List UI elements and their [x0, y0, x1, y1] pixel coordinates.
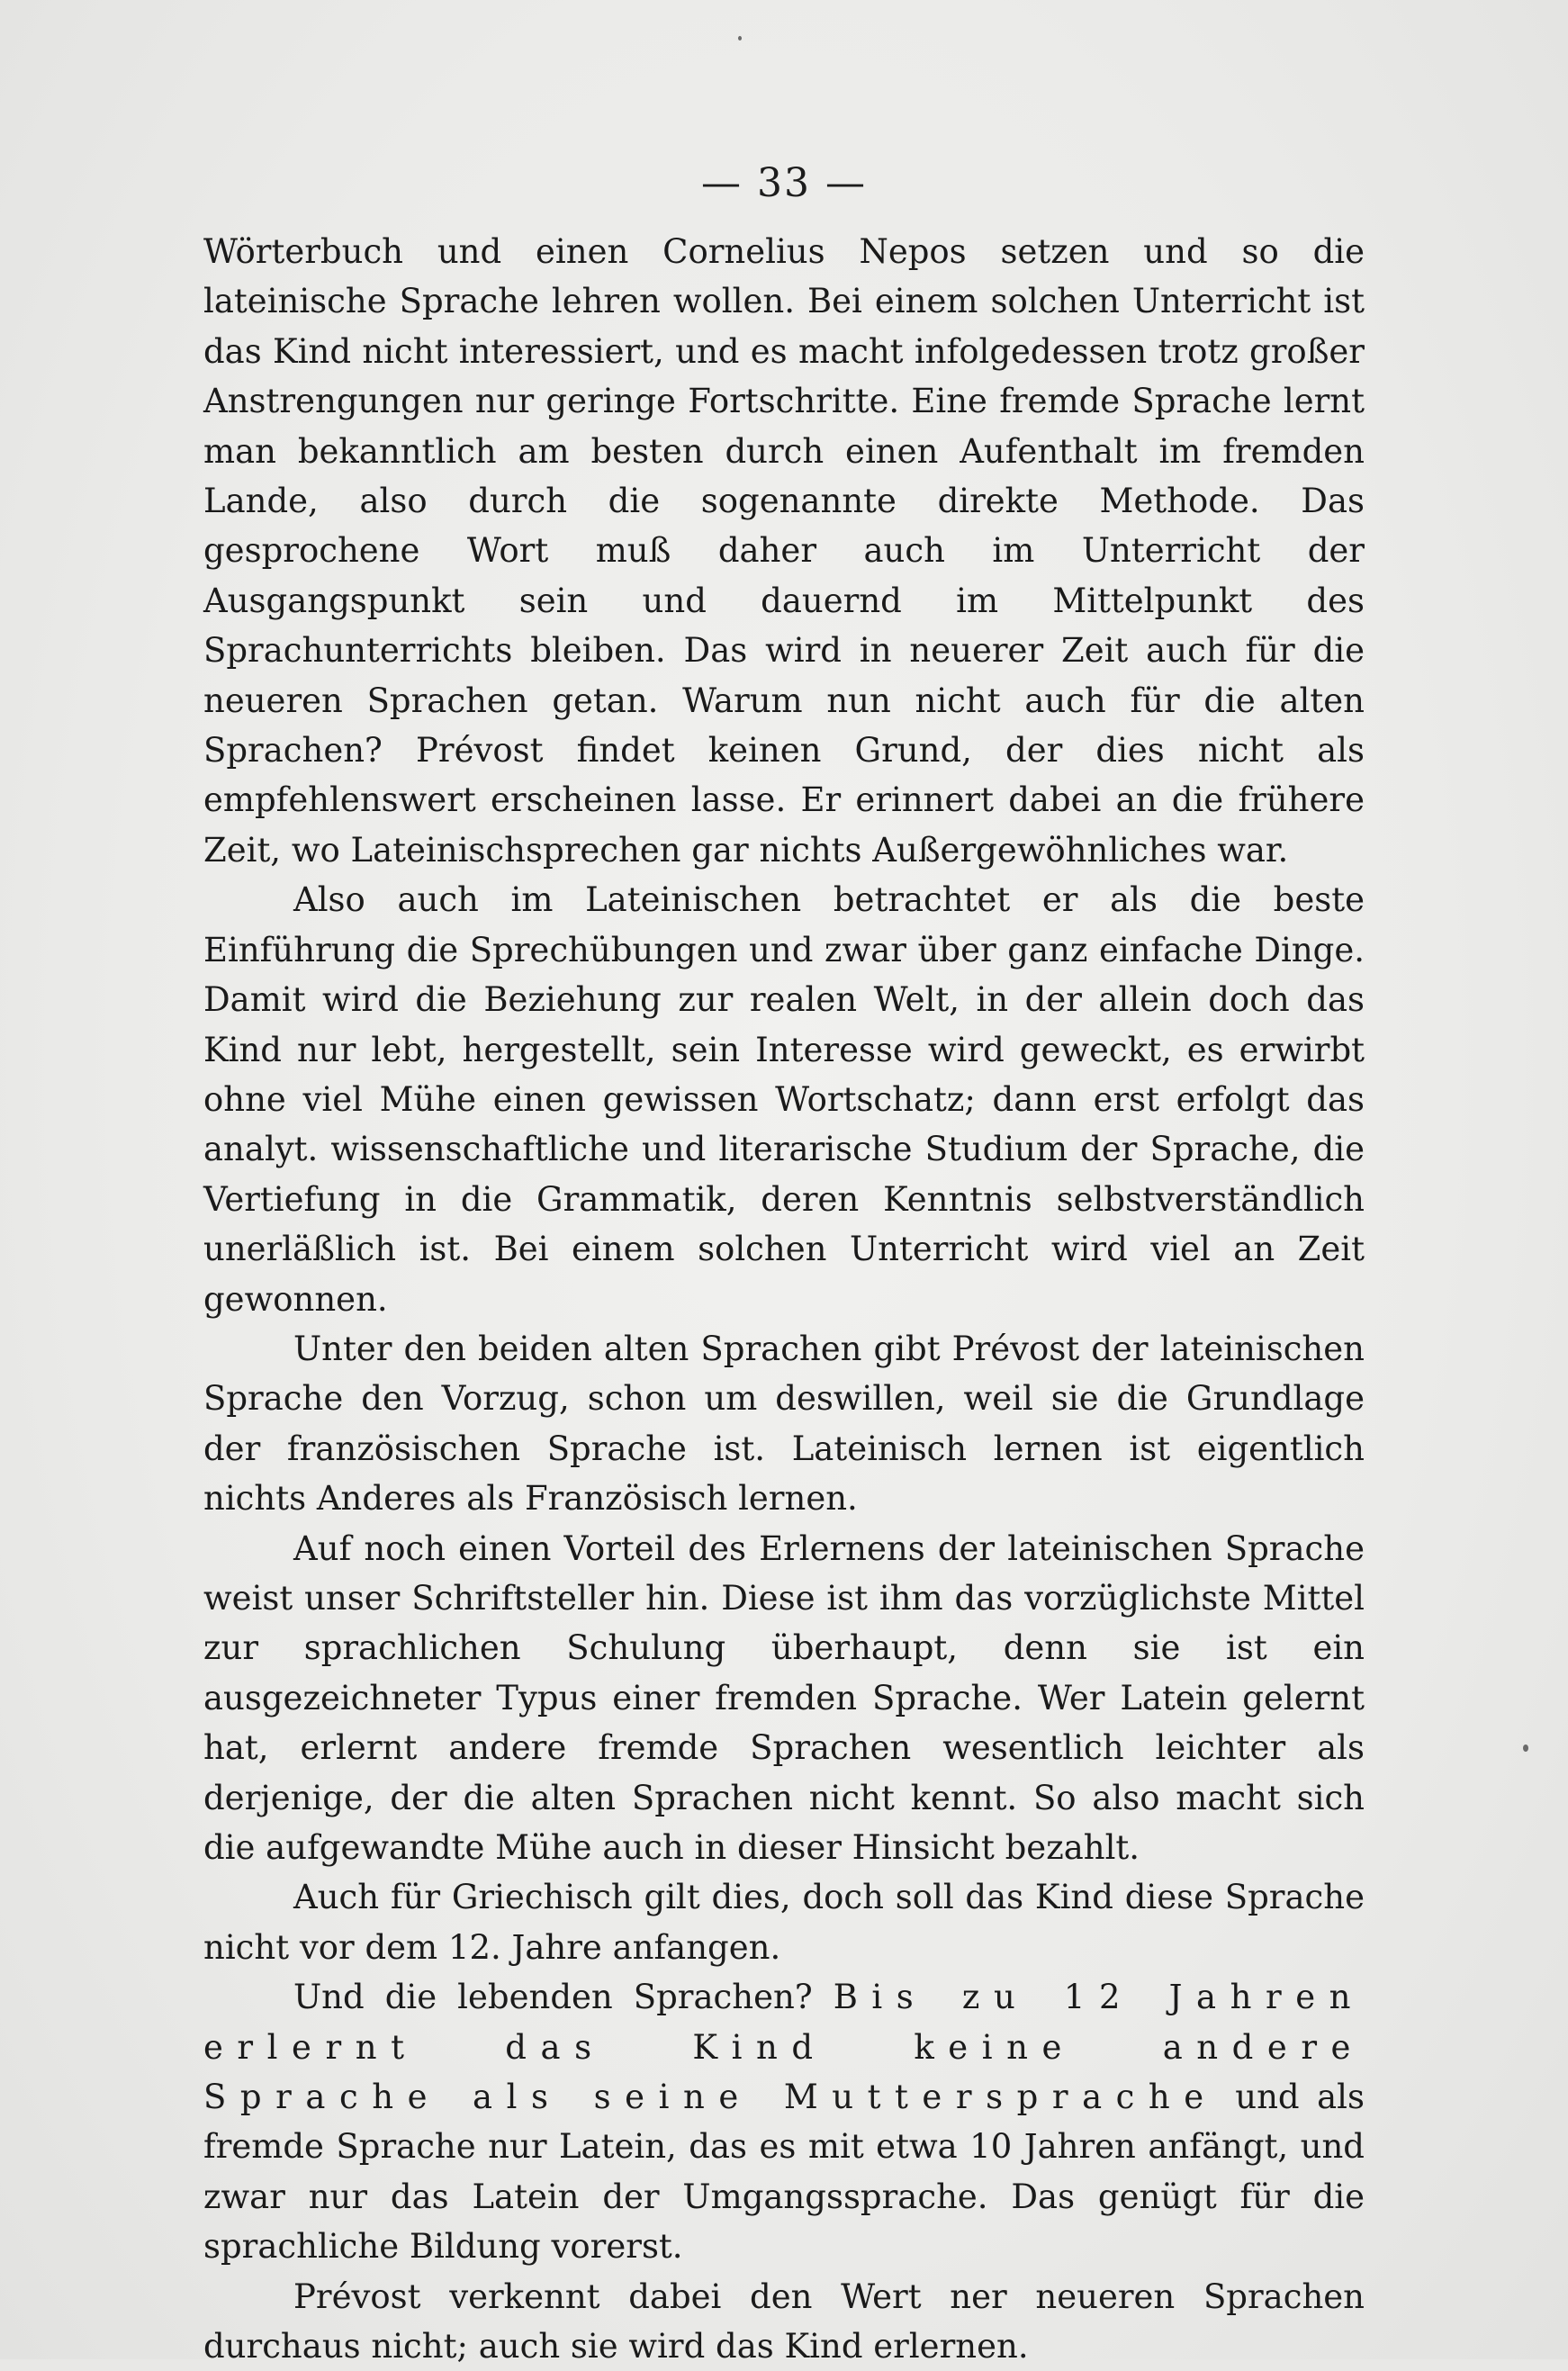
paper-speck: [1523, 1744, 1528, 1752]
body-text: [203, 227, 1365, 2371]
paragraph-6-intro: Und die lebenden Sprachen?: [293, 1978, 834, 2017]
paragraph-1: Wörterbuch und einen Cornelius Nepos setzen und so die lateinische Sprache lehren wollen. Bei einem solchen Unterricht ist das Kind nicht interessiert, und es macht infolgedessen trotz großer Anstrengungen nur geringe Fortschritte. Eine fremde Sprache lernt man bekanntlich am besten durch einen Aufenthalt im fremden Lande, also durch die sogenannte direkte Methode. Das gesprochene Wort muß daher auch im Unterricht der Ausgangspunkt sein und dauernd im Mittelpunkt des Sprachunterrichts bleiben. Das wird in neuerer Zeit auch für die neueren Sprachen getan. Warum nun nicht auch für die alten Sprachen? Prévost findet keinen Grund, der dies nicht als empfehlenswert erscheinen lasse. Er erinnert dabei an die frühere Zeit, wo Lateinischsprechen gar nichts Außergewöhnliches war.: [203, 232, 1365, 870]
paragraph-2: Also auch im Lateinischen betrachtet er als die beste Einführung die Sprechübungen und zwar über ganz einfache Dinge. Damit wird die Beziehung zur realen Welt, in der allein doch das Kind nur lebt, hergestellt, sein Interesse wird geweckt, es erwirbt ohne viel Mühe einen gewissen Wortschatz; dann erst erfolgt das analyt. wissenschaftliche und literarische Studium der Sprache, die Vertiefung in die Grammatik, deren Kenntnis selbstverständlich unerläßlich ist. Bei einem solchen Unterricht wird viel an Zeit gewonnen.: [203, 880, 1365, 1319]
paragraph-6-rest: und als fremde Sprache nur Latein, das es mit etwa 10 Jahren anfängt, und zwar nur das Latein der Umgangssprache. Das genügt für die sprachliche Bildung vorerst.: [203, 2078, 1365, 2267]
paragraph-5: Auch für Griechisch gilt dies, doch soll das Kind diese Sprache nicht vor dem 12. Jahre anfangen.: [203, 1878, 1365, 1967]
paragraph-6: [203, 1972, 1365, 2271]
page-number: — 33 —: [701, 160, 867, 206]
paragraph-6-emphasis: Bis zu 12 Jahren erlernt das Kind keine andere Sprache als seine Muttersprache: [203, 1978, 1365, 2117]
paper-speck: [738, 36, 742, 41]
paragraph-4: Auf noch einen Vorteil des Erlernens der lateinischen Sprache weist unser Schriftsteller hin. Diese ist ihm das vorzüglichste Mittel zur sprachlichen Schulung überhaupt, denn sie ist ein ausgezeichneter Typus einer fremden Sprache. Wer Latein gelernt hat, erlernt andere fremde Sprachen wesentlich leichter als derjenige, der die alten Sprachen nicht kennt. So also macht sich die aufgewandte Mühe auch in dieser Hinsicht bezahlt.: [203, 1528, 1365, 1867]
paragraph-3: Unter den beiden alten Sprachen gibt Prévost der lateinischen Sprache den Vorzug, schon um deswillen, weil sie die Grundlage der französischen Sprache ist. Lateinisch lernen ist eigentlich nichts Anderes als Französisch lernen.: [203, 1329, 1365, 1519]
paragraph-7: Prévost verkennt dabei den Wert ner neueren Sprachen durchaus nicht; auch sie wird das Kind erlernen.: [203, 2276, 1365, 2366]
